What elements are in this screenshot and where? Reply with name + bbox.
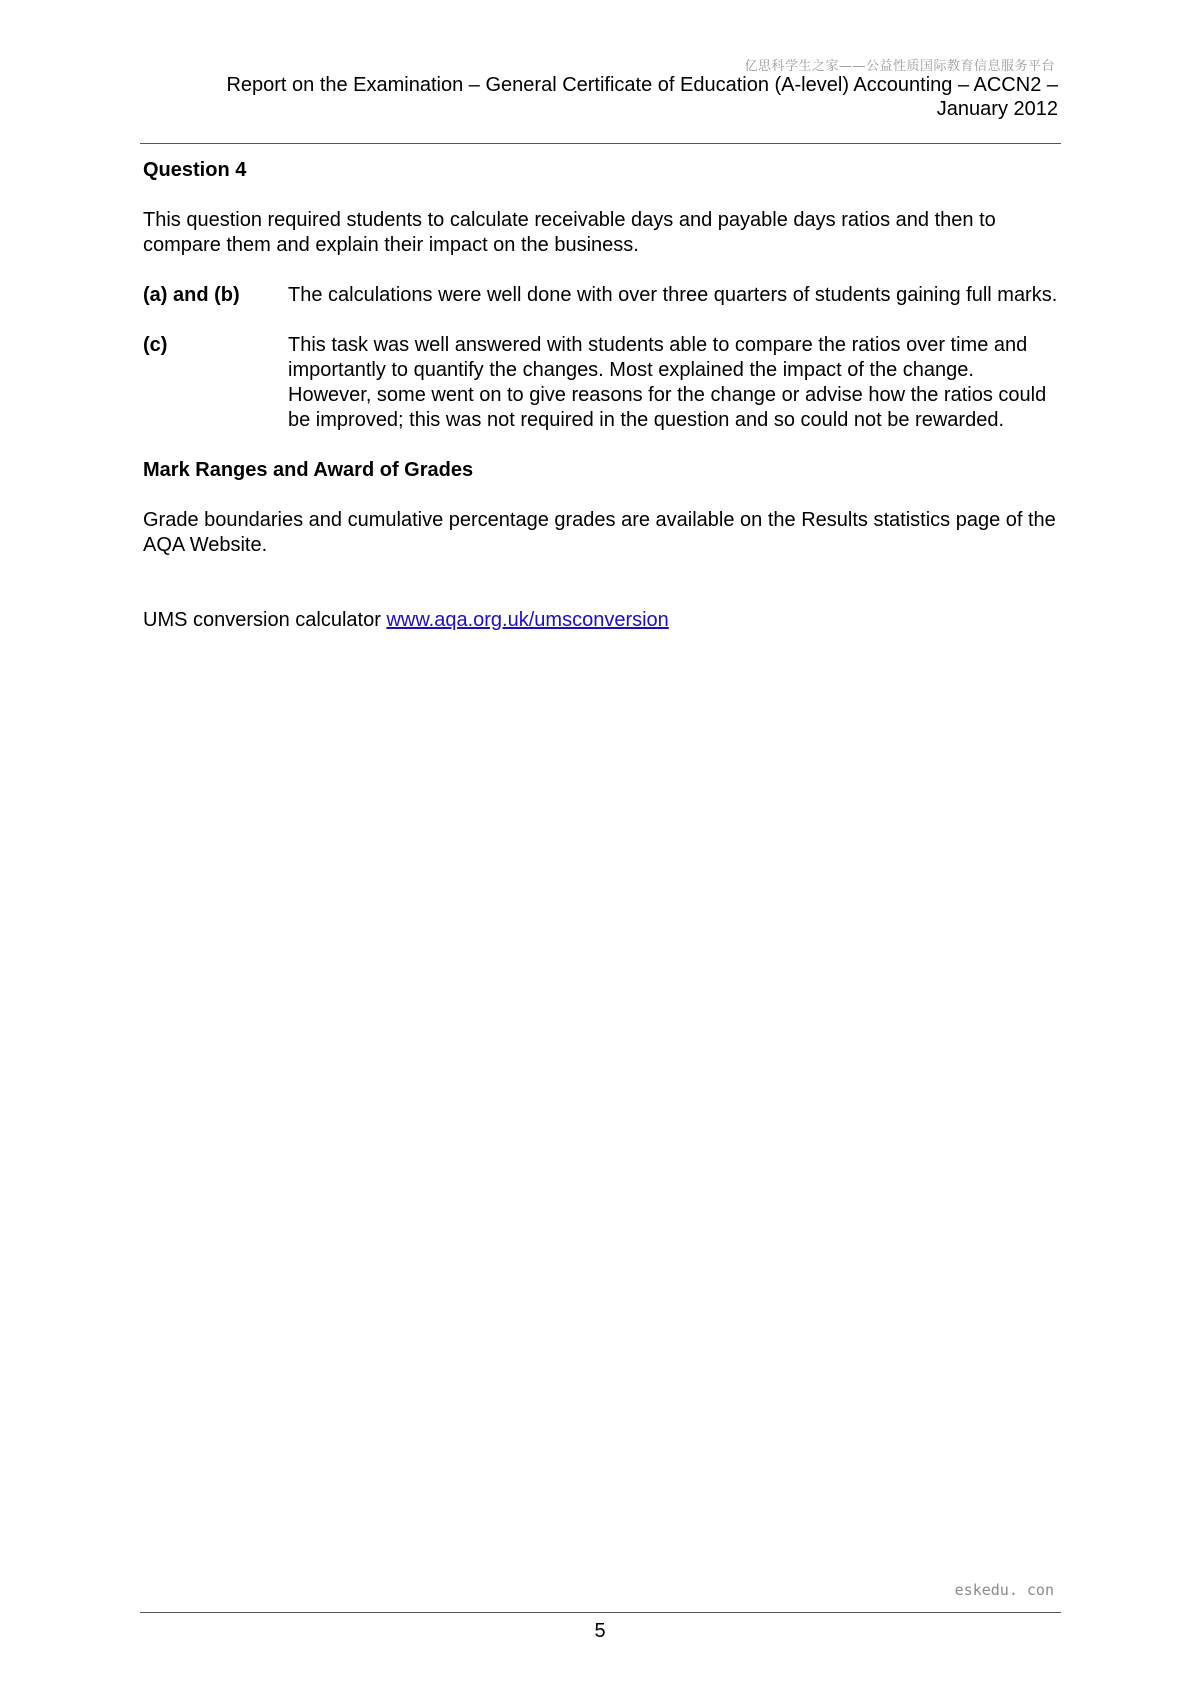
ums-calculator-line (143, 608, 1058, 633)
running-header (158, 73, 1058, 121)
ums-conversion-link[interactable]: www.aqa.org.uk/umsconversion (386, 609, 669, 631)
header-watermark: 亿思科学生之家——公益性质国际教育信息服务平台 (744, 59, 1055, 74)
footer-watermark: eskedu. con (954, 1581, 1054, 1599)
answer-item-text: This task was well answered with students able to compare the ratios over time and importantly to quantify the changes. Most explained the impact of the change. However, some went on to give reasons for the change or advise how the ratios could be improved; this was not required in the question and so could not be rewarded. (288, 334, 1047, 431)
answer-item-a-b (143, 283, 1058, 308)
header-title-line2: January 2012 (936, 98, 1058, 120)
answer-item-label: (a) and (b) (143, 284, 240, 306)
question-4-heading: Question 4 (143, 159, 247, 181)
grades-text: Grade boundaries and cumulative percentage grades are available on the Results statistics page of the AQA Website. (143, 509, 1056, 556)
page-number: 5 (594, 1620, 606, 1642)
footer-divider (140, 1612, 1061, 1613)
answer-item-text: The calculations were well done with over three quarters of students gaining full marks. (288, 284, 1058, 306)
question-4-intro: This question required students to calculate receivable days and payable days ratios and then to compare them and explain their impact on the business. (143, 209, 996, 256)
answer-item-c (143, 333, 1058, 433)
page-content (143, 158, 1058, 658)
grades-heading: Mark Ranges and Award of Grades (143, 459, 474, 481)
spacer (143, 583, 1058, 608)
header-title-line1: Report on the Examination – General Certificate of Education (A-level) Accounting – ACCN2 – (226, 74, 1058, 96)
answer-item-label: (c) (143, 334, 168, 356)
header-divider (140, 143, 1061, 144)
ums-label: UMS conversion calculator (143, 609, 387, 631)
